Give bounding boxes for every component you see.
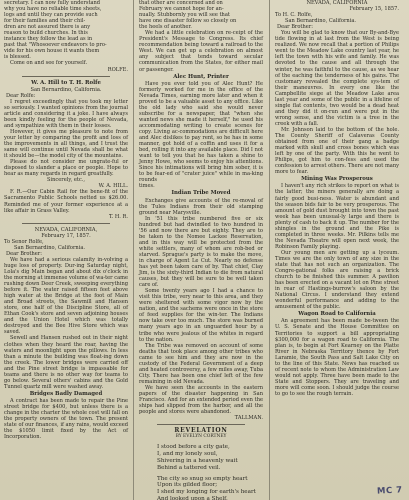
- poem-line: I, and my lonely soul,: [157, 451, 218, 458]
- poem-line: I shed my longing for earth's heart: [157, 489, 256, 496]
- subheading: Indian Tribe Moved: [171, 190, 231, 197]
- subheading: Wagon Road to California: [298, 311, 376, 318]
- addressee: To Senor Rolfe,: [4, 238, 44, 245]
- letter-date: February 15, 1857.: [349, 6, 399, 13]
- subheading: Alec Hunt, Printer: [173, 73, 229, 80]
- poem-author: BY EVELYN CORTNEY: [175, 434, 227, 440]
- text-line: times.: [139, 183, 155, 190]
- letter-place: NEVADA, CALIFORNIA: [306, 0, 368, 6]
- text-line: February we cannot hope for an-: [139, 6, 224, 13]
- archive-stamp: MC 7: [377, 485, 404, 497]
- letter-place: San Bernardino, California.: [30, 86, 102, 93]
- poem-line: Upon its gilded floor;: [157, 482, 218, 489]
- paragraph: However, it gives me pleasure to note from your letter by comparing the profit and loss of the improvements in all things, and I trust the same will continue until Nevada shall be what it should be—the model city of the mountains.: [4, 128, 128, 160]
- text-line: dren are not assured there is any: [4, 24, 91, 31]
- salutation: Dear Brother:: [277, 24, 313, 31]
- text-line: the heels of another.: [139, 24, 192, 31]
- paragraph: Our young men are getting up a lyceum. Times we are the only town of any size in the state that has not such an organization. The Congre-gational folks are raising a brick church to be finished this summer. A pavilion has been erected on a vacant lot on Pine street in rear of Hastings-burrow's saloon by the National Circus. I understand they extend wonderful performance and adding to the amusement of the public.: [275, 249, 399, 311]
- text-line: logs and until they can provide such: [4, 12, 98, 19]
- paragraph: I haven't any rich strikes to report on what is the latter; the miners generally are doing a fairly good busi-ness. Water is abundant and the season bids fair to be very prosperous. The amount of gold dust brought into town the past week has been unusual-ly large and there is plenty of cash to back it up. The number for the shingles in the ground and the Pike is completed in three weeks. Mr. Pilkins tells me the Nevada Theatre will open next week, the Robinson Family playing.: [275, 183, 399, 250]
- paragraph: Some twenty years ago I had a chance to visit this tribe, very near to this area, and they were sheltered with some vigor now by the nation, and the sachems were once in the store of feed supplies for the win-ter. The Indians now take over too much. The store was burned many years ago in an unguarded hour by a tribe who were jealous of the whites in regard to the nation.: [139, 288, 263, 343]
- paragraph: We had a little celebration on re-ceipt of the President's Message to Congress. Its chief recommendation being toward a railroad to the West. We can get up a celebration on almost any subject that tends toward secular communication from the States, for either mail or passenger.: [139, 30, 263, 73]
- column-1: [4, 0, 128, 440]
- text-line: have one disaster follow so closely on: [139, 18, 237, 25]
- addressee-town: San Bernardino, California.: [285, 18, 356, 25]
- divider-rule: [22, 223, 110, 224]
- column-3: [275, 0, 399, 397]
- letter-heading: W. A. Hill to T. H. Rolfe: [31, 79, 101, 86]
- poem-title: REVELATION: [174, 427, 228, 435]
- text-line: for their families and their chil-: [4, 18, 86, 25]
- postscript: F. R.—Our Cabin Rail for the bene-fit of the Sacramento Public Schools netted us $26.00. Reminded me of your former experience at a like affair in Grass Valley.: [4, 189, 128, 214]
- signature: W. A. HILL.: [98, 183, 128, 190]
- subheading: Mining Was Prosperous: [301, 176, 373, 183]
- paragraph: Exchanges give accounts of the re-moval of the Tules Indians from their old stamping ground near Marysville.: [139, 197, 263, 216]
- addressee-town: San Bernardino, California.: [14, 244, 85, 251]
- subheading: Bridges Badly Damaged: [29, 390, 103, 397]
- text-line: past that "Whosoever endeavors to pro-: [4, 42, 107, 49]
- salutation: Dear Brother:: [6, 250, 42, 257]
- poem-line: Behind a tattered veil.: [157, 464, 221, 471]
- letter-date: February 17, 1857.: [41, 232, 91, 239]
- paragraph: Have you ever told you of Alec Hunt? He formerly worked for me in the office of the Nevada Times, earning more later and when it proved to be a valuable asset to any office. Like the old lady who said she would never subscribe for a newspaper, that "when she wanted news she made it herself," he used his accommodating writing to create scenes for copy. Living ac-commodations are difficult here and Alec dislikes to pay rent, so he has in some manner, got hold of a coffin and uses it for a bed, rolling it into any available place. Did I not want to tell you that he has taken a shine to Jenny Howe, who seems to enjoy his attentions. Since his intimations will bring him sober, it is to be fear-ed of "crater juice" while in ma-king rounds: [139, 80, 263, 184]
- text-line: vide for his own house it wants them: [4, 48, 100, 55]
- closing: Sincerely, etc.,: [47, 177, 85, 184]
- paragraph: An agreement has been made be-tween the U. S. Senate and the House Committee on Territories to support a bill appropriating $300,000 for a wagon road to California. The plan is, to begin at Fort Kearney on the Platte River in Nebraska Territory thence by Fort Laramie, the South Pass and Salt Lake City on to the line of this State. News has reached us of recent note to whom the Administration Law would not apply. Three have been made to the State and Stoppers. They are traveling and more will come soon. I should judge the course to go to see the rough terrain.: [275, 318, 399, 397]
- paragraph: Sewell and Hansen rushed out in their night clothes when they heard the roar, having the waters and moonlight upon the pillows. In less than a minute the building was float-ing down the creek. The lower bridges were carried off and the Pine street bridge is impassable for teams and there is no other way for teams to go below. Several others' cabins and the Gold Tunnel quartz mill were washed away.: [4, 335, 128, 390]
- text-line: instance they follow the lead as in: [4, 36, 93, 43]
- paragraph: We have had a serious calamity in-volving a huge loss of property. Dur-ing Saturday night, Lola's dig Main began and about dix o'clock in the morning at immense volume of wa-ter came rushing down Deer Creek, sweeping everything before it. The water raised fifteen feet above high water at the Bridge at the foot of Main and Broad streets, the Sawmill and Hansen store, one half of the Discipline Store, all of Ethan Cook's store and seven adjoining houses and the Union Hotel which was totally destroyed and the Bee Hive Store which was saved.: [4, 256, 128, 336]
- poem-line: And looked upon a Shelf.: [157, 495, 228, 500]
- signature: T. H. R.: [108, 213, 128, 220]
- divider-rule: [22, 76, 110, 77]
- poem-line: I stood before a city gate,: [157, 444, 230, 451]
- divider-rule: [157, 424, 245, 425]
- poem-line: Shivering in a heavenly wait: [157, 457, 238, 464]
- paragraph: Mr. Johnson laid to the bottom of the hole. The County Sheriff of Calaveras County obtained from one of their gang a badge marked with skull and cross bones which was left by one of the party. With this he went to Philips, got him to con-fess and used the confession to arrest others. There are not many more to fear.: [275, 126, 399, 176]
- paragraph: We have seen the accounts in the eastern papers of the disaster happening in San Francisco. And for an extended period even the ships had slipped from the harbor, and all the people and stores were abandoned.: [139, 384, 263, 416]
- paragraph: In '51 this tribe numbered five or six hundred but had dwindled to two hundred in '56 and now there are but eighty. They are to be taken to the Nomee Lackee Reservation, and in this way will be protected from the white settlers, many of whom are rob-bed or starved. Sprague's party is to make the move, in charge of Agent Le Cut. Nearly no defense has yet been taken care of by. That chief, Clay Jim, is the sixty-third Indian to die from natural causes, but they will be sure to be well taken care of.: [139, 215, 263, 289]
- paragraph: Please do not consider me ungrate-ful or disposed to slander a place or people. Hope to hear as many regards in regard greatfully.: [4, 159, 128, 178]
- signature: TALLMAN.: [234, 415, 263, 422]
- text-line: reason to build churches. In this: [4, 30, 88, 37]
- poem-line: The city so snug so empty heart: [157, 475, 248, 482]
- paragraph: I regret exceedingly that you took my letter so seriously. I wanted opinions from the journal article and considering it a joke. I have always been kindly feeling for the people of Nevada, and sympathize with them in their losses.: [4, 98, 128, 129]
- paragraph: You will be glad to know that our By-and-Bye tide flowing in at last from the West is being realized. We now recall that a portion of Philips went to the Meadow Lake country last year, he left the town with his wife and family. He was devoted to the cause and all through the winter, he was faithful to the cause, as we hear of the eaching the tenderness of his gains. The customary revealed the complete sys-tem of their maneuvres. In every one like the Campbellite siege at the Meadow Lake area last year and some of the public in a lifeline of single flat contents, two would be a dead heat and they did it on-run and were put in the wrong sense, and the victim is a tree in the creek with a fall.: [275, 30, 399, 127]
- text-line: nually. Stubbornly you will see that: [139, 12, 230, 19]
- text-line: why you have no reliable time sheets,: [4, 6, 102, 13]
- salutation: Dear Rolfe:: [6, 92, 36, 99]
- text-line: Come on and see for yourself.: [10, 60, 88, 67]
- letter-1-body: [4, 0, 128, 73]
- text-line: that other are concerned and on: [139, 0, 223, 6]
- signature: ROLFE.: [107, 66, 128, 73]
- column-divider: [133, 0, 134, 500]
- column-divider: [269, 0, 270, 500]
- column-2: [139, 0, 263, 500]
- text-line: is blessed.: [4, 54, 31, 61]
- paragraph: The Tribe was removed on account of some deaths that took place among other tribes who came to see him and they are now in the custody of the Federal Government of a deep and heated controversy, a few miles away, Tuba City. There has been one chief left of the few remaining in old Nevada.: [139, 342, 263, 385]
- addressee: To H. C. Rolfe,: [275, 12, 313, 19]
- text-line: secretary. I can now fully understand: [4, 0, 101, 6]
- letter-place: NEVADA, CALIFORNIA,: [34, 226, 98, 233]
- paragraph: A contract has been made to repair the Pine street bridge for $400, but unless there is a change in the charter the whole cost will fall on the property owners of the town. The present state of our finances, if any rains, would exceed the $1050 limit fixed by the Act of Incorporation.: [4, 397, 128, 441]
